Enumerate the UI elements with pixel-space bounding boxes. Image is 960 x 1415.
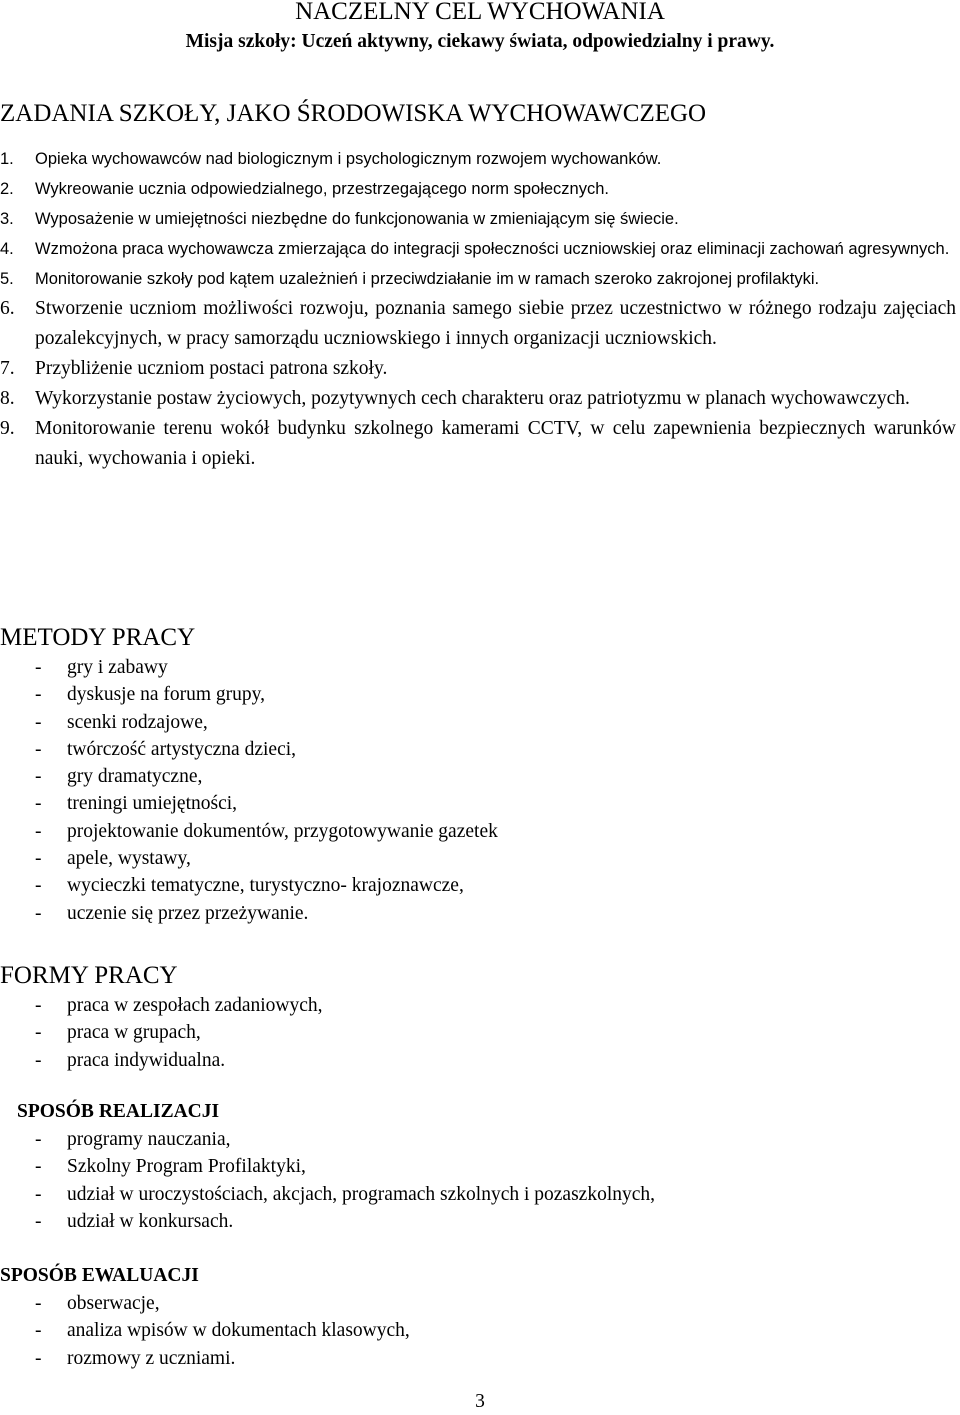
dash-bullet: - [35, 711, 42, 733]
list-item [0, 1019, 323, 1046]
school-mission: Misja szkoły: Uczeń aktywny, ciekawy świata, odpowiedzialny i prawy. [185, 31, 775, 52]
metody-list [0, 654, 498, 927]
ewaluacja-list [0, 1290, 410, 1372]
item-text: wycieczki tematyczne, turystyczno- krajoznawcze, [67, 875, 464, 897]
item-text: Wzmożona praca wychowawcza zmierzająca do integracji społeczności uczniowskiej oraz eliminacji zachowań agresywnych. [35, 240, 950, 258]
item-text: apele, wystawy, [67, 848, 191, 870]
item-text: Monitorowanie terenu wokół budynku szkolnego kamerami CCTV, w celu zapewnienia bezpiecznych warunków nauki, wychowania i opieki. [35, 418, 956, 469]
section-heading-realizacja: SPOSÓB REALIZACJI [17, 1101, 220, 1122]
item-text: Wykorzystanie postaw życiowych, pozytywnych cech charakteru oraz patriotyzmu w planach wychowawczych. [35, 388, 910, 409]
list-item [0, 790, 498, 817]
list-item [0, 654, 498, 681]
list-item [0, 681, 498, 708]
list-item [0, 845, 498, 872]
item-text: gry dramatyczne, [67, 766, 203, 788]
dash-bullet: - [35, 1347, 42, 1369]
item-text: Monitorowanie szkoły pod kątem uzależnień i przeciwdziałanie im w ramach szeroko zakrojonej profilaktyki. [35, 270, 820, 288]
item-text: udział w konkursach. [67, 1210, 234, 1232]
section-heading-ewaluacja: SPOSÓB EWALUACJI [0, 1265, 199, 1286]
item-text: projektowanie dokumentów, przygotowywanie gazetek [67, 820, 498, 842]
item-number: 3. [0, 210, 14, 228]
dash-bullet: - [35, 1320, 42, 1342]
item-text: gry i zabawy [67, 657, 168, 678]
dash-bullet: - [35, 820, 42, 842]
item-number: 1. [0, 150, 14, 168]
list-item [0, 872, 498, 899]
zadania-list [0, 144, 956, 474]
item-text: udział w uroczystościach, akcjach, programach szkolnych i pozaszkolnych, [67, 1183, 656, 1205]
dash-bullet: - [35, 875, 42, 897]
formy-list [0, 992, 323, 1074]
realizacja-list [0, 1126, 655, 1235]
list-item [0, 736, 498, 763]
section-heading-metody: METODY PRACY [0, 624, 196, 651]
item-text: twórczość artystyczna dzieci, [67, 738, 297, 760]
list-item [0, 1153, 655, 1180]
dash-bullet: - [35, 1049, 42, 1071]
dash-bullet: - [35, 1156, 42, 1178]
list-item [0, 709, 498, 736]
dash-bullet: - [35, 657, 42, 678]
section-heading-formy: FORMY PRACY [0, 962, 178, 989]
list-item [0, 204, 956, 234]
list-item [0, 294, 956, 354]
dash-bullet: - [35, 1210, 42, 1232]
item-text: Przybliżenie uczniom postaci patrona szkoły. [35, 358, 388, 379]
dash-bullet: - [35, 738, 42, 760]
item-text: rozmowy z uczniami. [67, 1347, 236, 1369]
item-text: Wyposażenie w umiejętności niezbędne do funkcjonowania w zmieniającym się świecie. [35, 210, 679, 228]
list-item [0, 384, 956, 414]
item-text: praca indywidualna. [67, 1049, 226, 1071]
document-title: NACZELNY CEL WYCHOWANIA [295, 0, 665, 25]
item-number: 9. [0, 418, 15, 439]
item-number: 4. [0, 240, 14, 258]
list-item [0, 1345, 410, 1372]
list-item [0, 264, 956, 294]
list-item [0, 234, 956, 264]
item-text: praca w zespołach zadaniowych, [67, 995, 323, 1016]
item-text: Opieka wychowawców nad biologicznym i psychologicznym rozwojem wychowanków. [35, 150, 662, 168]
dash-bullet: - [35, 1293, 42, 1314]
item-text: scenki rodzajowe, [67, 711, 208, 733]
item-text: praca w grupach, [67, 1022, 201, 1044]
item-text: analiza wpisów w dokumentach klasowych, [67, 1320, 410, 1342]
dash-bullet: - [35, 1022, 42, 1044]
item-text: obserwacje, [67, 1293, 160, 1314]
dash-bullet: - [35, 1183, 42, 1205]
list-item [0, 818, 498, 845]
item-text: uczenie się przez przeżywanie. [67, 902, 309, 924]
dash-bullet: - [35, 902, 42, 924]
list-item [0, 763, 498, 790]
dash-bullet: - [35, 793, 42, 815]
item-number: 8. [0, 388, 15, 409]
list-item [0, 1208, 655, 1235]
item-number: 2. [0, 180, 14, 198]
list-item [0, 414, 956, 474]
list-item [0, 992, 323, 1019]
item-text: programy nauczania, [67, 1129, 231, 1150]
dash-bullet: - [35, 995, 42, 1016]
list-item [0, 1181, 655, 1208]
item-text: treningi umiejętności, [67, 793, 238, 815]
item-number: 7. [0, 358, 15, 379]
item-number: 5. [0, 270, 14, 288]
page-number: 3 [475, 1391, 485, 1412]
list-item [0, 1126, 655, 1153]
dash-bullet: - [35, 848, 42, 870]
list-item [0, 174, 956, 204]
dash-bullet: - [35, 684, 42, 706]
item-number: 6. [0, 298, 15, 319]
list-item [0, 900, 498, 927]
list-item [0, 1290, 410, 1317]
item-text: Szkolny Program Profilaktyki, [67, 1156, 306, 1178]
list-item [0, 1047, 323, 1074]
item-text: dyskusje na forum grupy, [67, 684, 266, 706]
list-item [0, 354, 956, 384]
list-item [0, 144, 956, 174]
list-item [0, 1317, 410, 1344]
section-heading-zadania: ZADANIA SZKOŁY, JAKO ŚRODOWISKA WYCHOWAWCZEGO [0, 100, 707, 127]
dash-bullet: - [35, 766, 42, 788]
item-text: Wykreowanie ucznia odpowiedzialnego, przestrzegającego norm społecznych. [35, 180, 609, 198]
dash-bullet: - [35, 1129, 42, 1150]
item-text: Stworzenie uczniom możliwości rozwoju, poznania samego siebie przez uczestnictwo w różnego rodzaju zajęciach pozalekcyjnych, w pracy samorządu uczniowskiego i innych organizacji uczniowskich. [35, 298, 956, 349]
